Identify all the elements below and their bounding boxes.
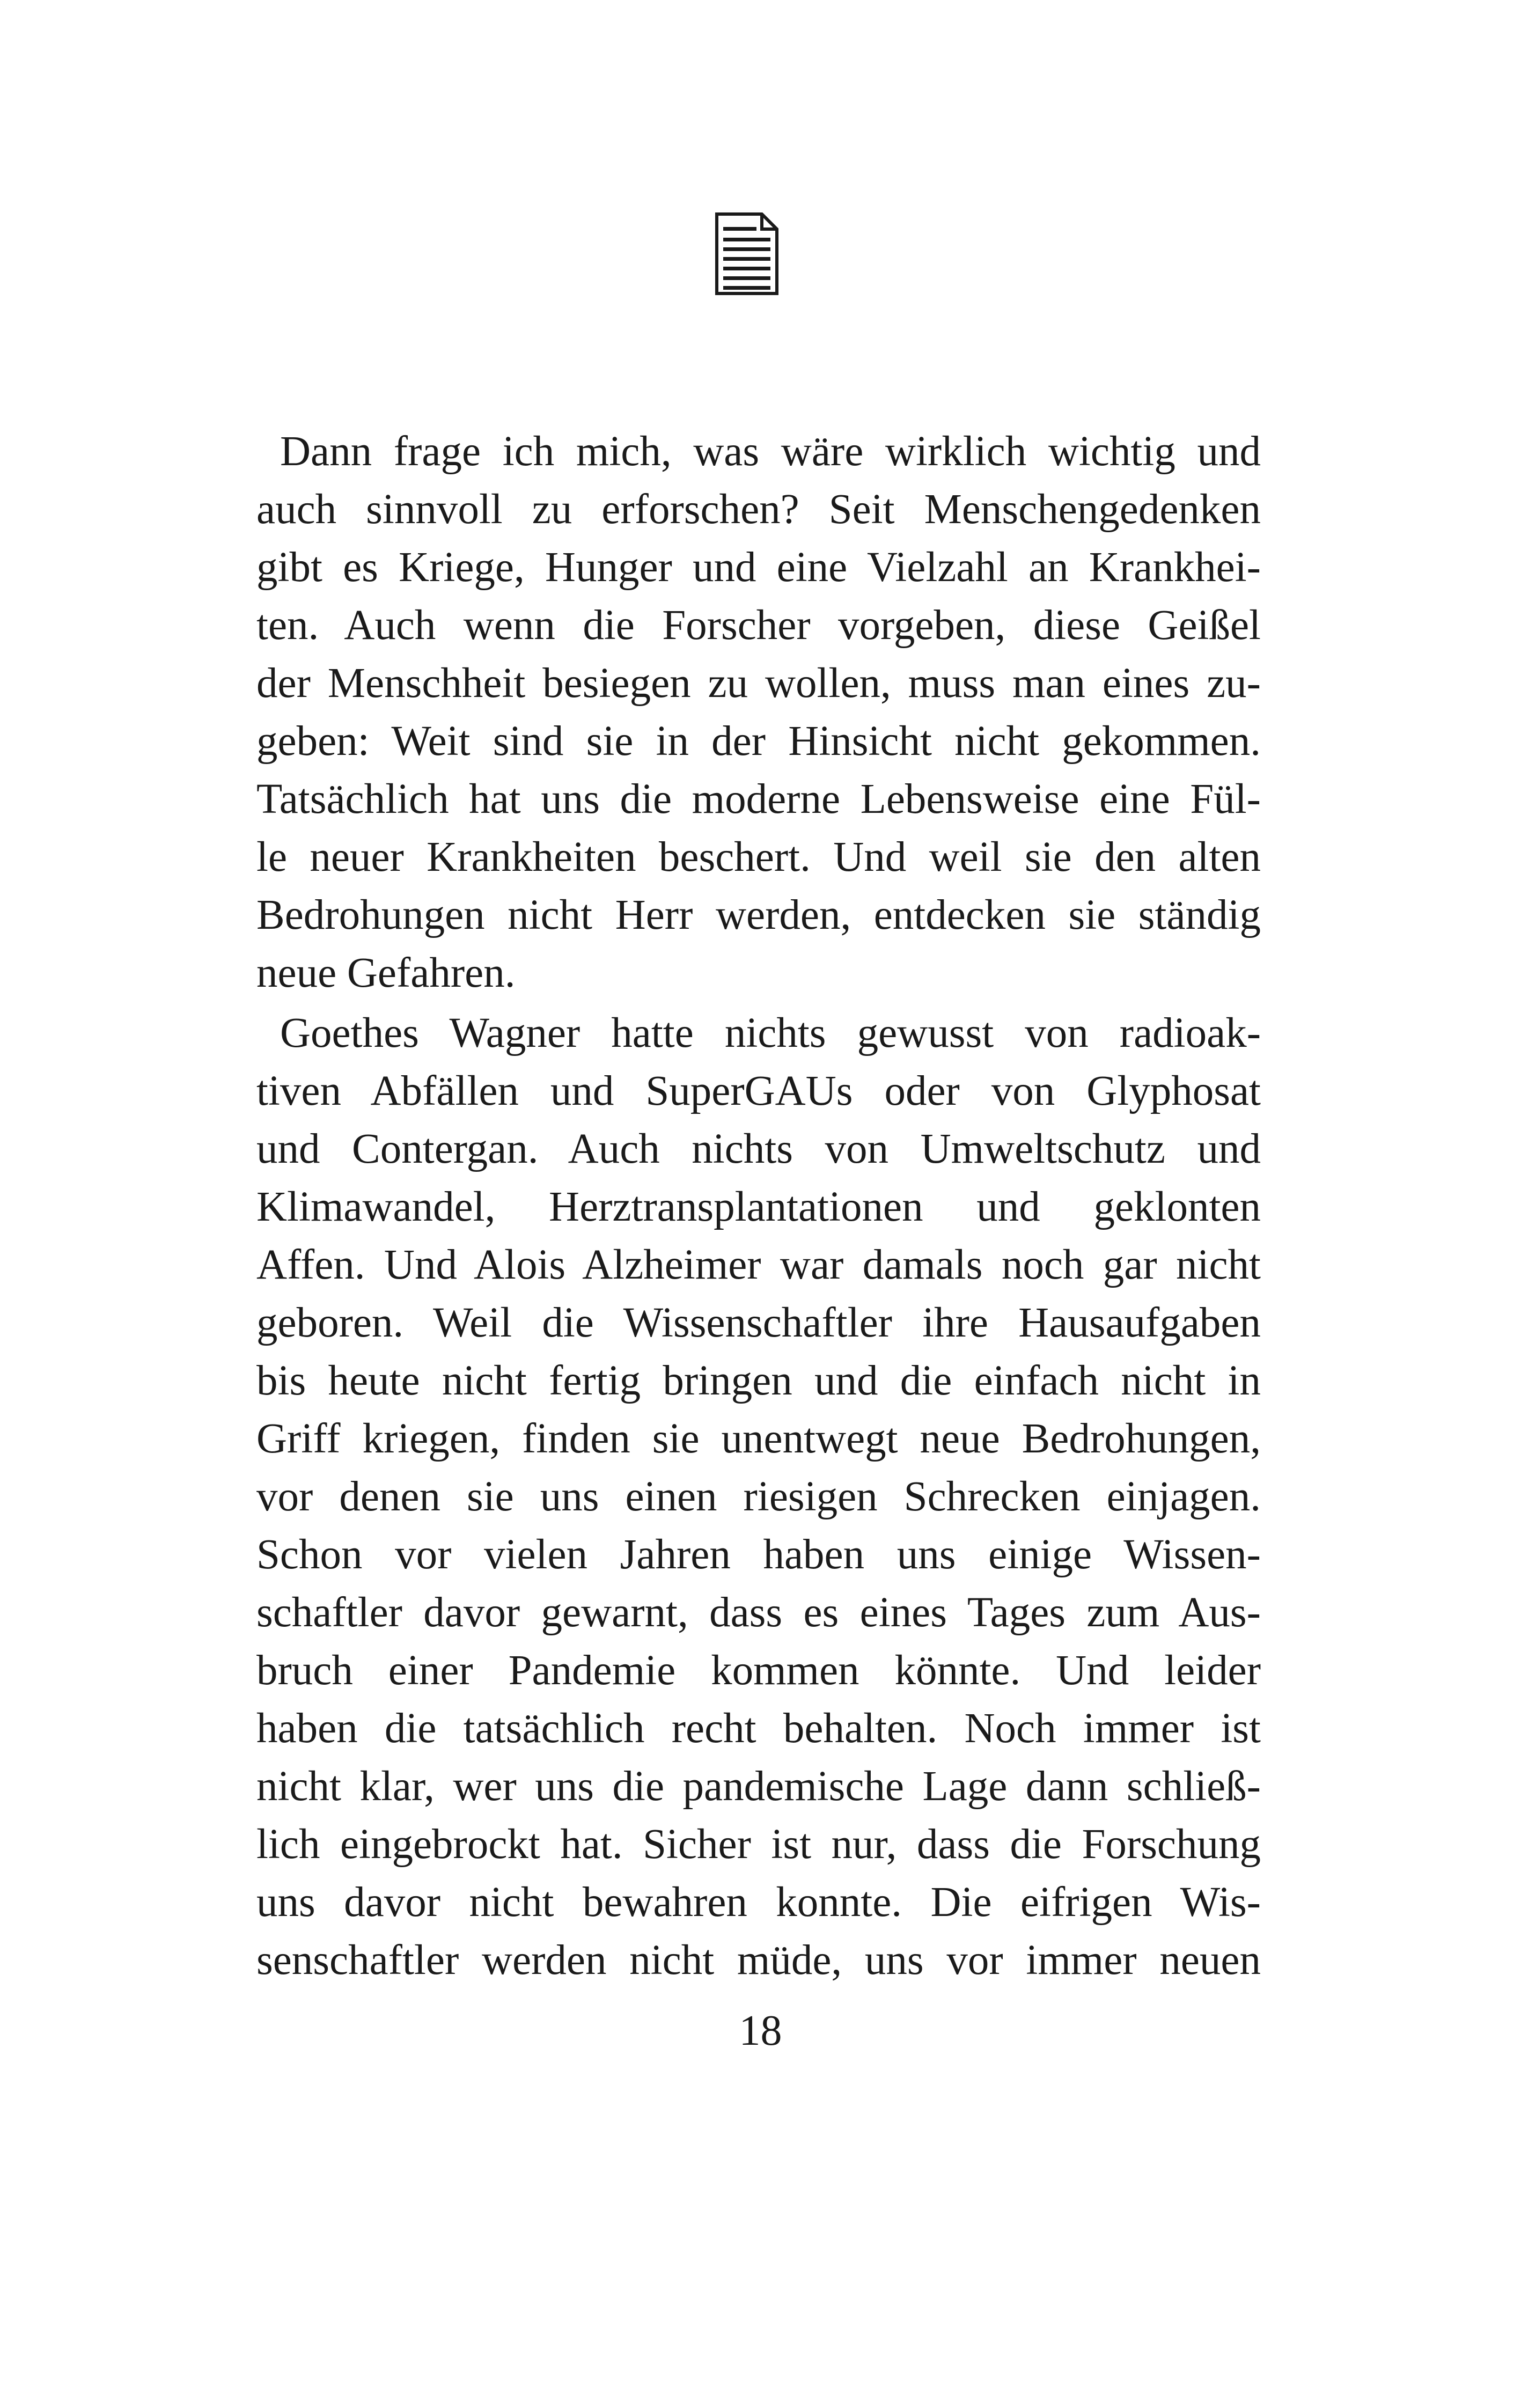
document-icon (715, 212, 779, 296)
text-line: der Menschheit besiegen zu wollen, muss man eines zu- (256, 660, 1261, 707)
text-line: ten. Auch wenn die Forscher vorgeben, diese Geißel (256, 602, 1261, 649)
text-line: Tatsächlich hat uns die moderne Lebensweise eine Fül- (256, 776, 1261, 823)
text-line: Klimawandel, Herztransplantationen und geklonten (256, 1184, 1261, 1230)
text-line: neue Gefahren. (256, 950, 516, 996)
text-line: lich eingebrockt hat. Sicher ist nur, dass die Forschung (256, 1821, 1261, 1868)
text-line: bis heute nicht fertig bringen und die einfach nicht in (256, 1357, 1261, 1404)
text-line: Griff kriegen, finden sie unentwegt neue Bedrohungen, (256, 1415, 1261, 1462)
text-line: uns davor nicht bewahren konnte. Die eifrigen Wis- (256, 1879, 1261, 1926)
text-line: bruch einer Pandemie kommen könnte. Und leider (256, 1647, 1261, 1694)
text-line: und Contergan. Auch nichts von Umweltschutz und (256, 1126, 1261, 1172)
text-line: schaftler davor gewarnt, dass es eines Tages zum Aus- (256, 1589, 1261, 1636)
text-line: gibt es Kriege, Hunger und eine Vielzahl an Krankhei- (256, 544, 1261, 591)
body-text (256, 423, 1261, 1989)
text-line: nicht klar, wer uns die pandemische Lage dann schließ- (256, 1763, 1261, 1810)
text-line: Bedrohungen nicht Herr werden, entdecken sie ständig (256, 892, 1261, 938)
text-line: haben die tatsächlich recht behalten. Noch immer ist (256, 1705, 1261, 1752)
text-line: tiven Abfällen und SuperGAUs oder von Glyphosat (256, 1068, 1261, 1114)
text-line: Affen. Und Alois Alzheimer war damals noch gar nicht (256, 1242, 1261, 1288)
text-line: Schon vor vielen Jahren haben uns einige Wissen- (256, 1531, 1261, 1578)
text-line: senschaftler werden nicht müde, uns vor immer neuen (256, 1937, 1261, 1984)
text-line: le neuer Krankheiten beschert. Und weil sie den alten (256, 834, 1261, 880)
text-line: vor denen sie uns einen riesigen Schrecken einjagen. (256, 1473, 1261, 1520)
text-line: geboren. Weil die Wissenschaftler ihre Hausaufgaben (256, 1300, 1261, 1346)
paragraph-1 (256, 423, 1261, 1002)
text-line: Goethes Wagner hatte nichts gewusst von radioak- (280, 1010, 1261, 1056)
text-line: geben: Weit sind sie in der Hinsicht nicht gekommen. (256, 718, 1261, 765)
paragraph-2 (256, 1004, 1261, 1989)
text-line: Dann frage ich mich, was wäre wirklich wichtig und (280, 428, 1261, 475)
page-number: 18 (739, 2007, 782, 2054)
text-line: auch sinnvoll zu erforschen? Seit Menschengedenken (256, 486, 1261, 533)
